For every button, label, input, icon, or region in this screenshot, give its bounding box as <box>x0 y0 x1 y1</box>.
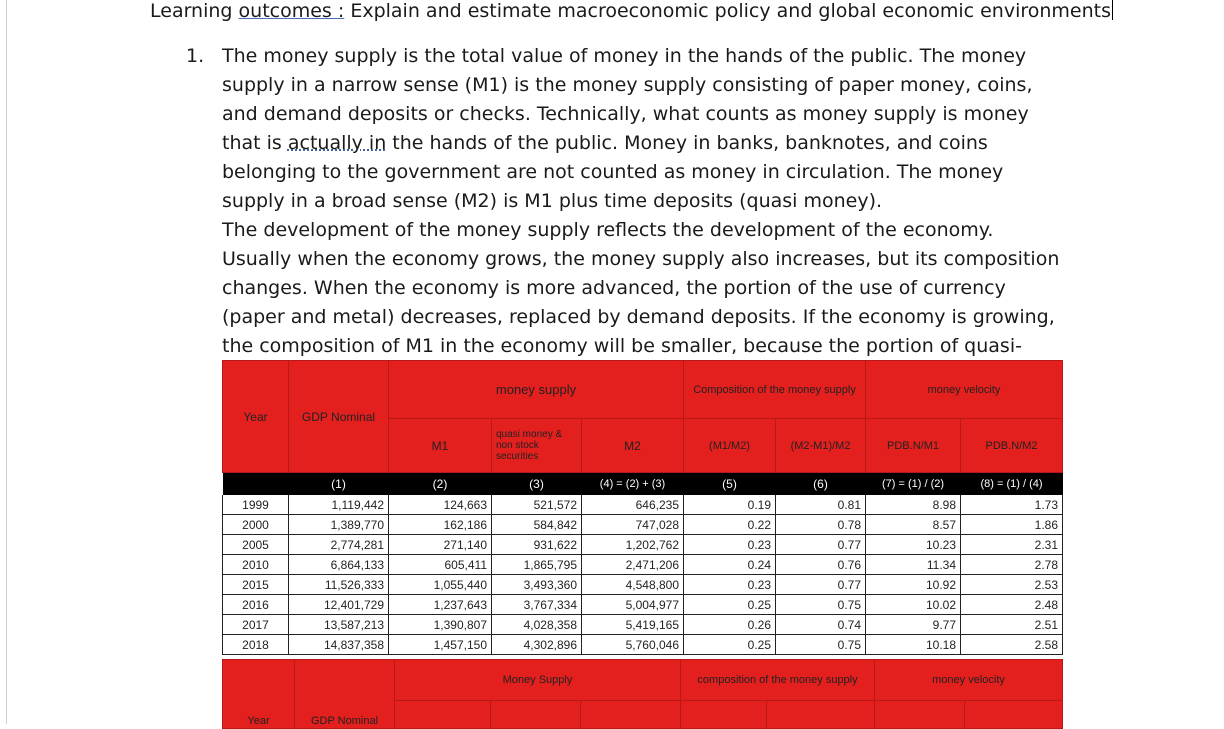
table-cell: 2.31 <box>961 535 1063 555</box>
table-row <box>223 555 1063 575</box>
table-cell: 0.24 <box>684 555 776 575</box>
colnum: (1) <box>289 473 389 496</box>
table-cell: 2015 <box>223 575 289 595</box>
colnum <box>223 473 289 496</box>
t2-cell <box>965 701 1063 729</box>
t2-cell <box>767 701 875 729</box>
header-m1-m2: (M1/M2) <box>684 419 776 473</box>
table-cell: 0.75 <box>776 595 866 615</box>
table-cell: 1,119,442 <box>289 495 389 515</box>
money-supply-table-image[interactable] <box>222 360 1062 657</box>
colnum: (8) = (1) / (4) <box>961 473 1063 496</box>
p1-before: The money supply is the total value of money in the hands of the public. The money supply in a narrow sense (M1) is the money supply consisting of paper money, coins, and demand deposits or checks. Technically, what counts as money supply is money that is <box>222 45 1033 154</box>
table-cell: 646,235 <box>582 495 684 515</box>
table-cell: 10.92 <box>866 575 961 595</box>
table-cell: 3,493,360 <box>492 575 582 595</box>
table-cell: 2.58 <box>961 635 1063 655</box>
table-cell: 1,865,795 <box>492 555 582 575</box>
table-cell: 2018 <box>223 635 289 655</box>
money-supply-table-2-image[interactable] <box>222 659 1062 729</box>
table-cell: 747,028 <box>582 515 684 535</box>
table-cell: 0.25 <box>684 595 776 615</box>
table-cell: 0.26 <box>684 615 776 635</box>
p1-after: the hands of the public. Money in banks, banknotes, and coins belonging to the government are not counted as money in circulation. The money supply in a broad sense (M2) is M1 plus time deposits (quasi money). <box>222 132 1004 212</box>
table-row <box>223 535 1063 555</box>
table-cell: 6,864,133 <box>289 555 389 575</box>
table-cell: 1,055,440 <box>389 575 492 595</box>
table-cell: 1.86 <box>961 515 1063 535</box>
t2-header-money-supply: Money Supply <box>395 660 681 701</box>
t2-header-gdp: GDP Nominal <box>295 660 395 729</box>
table-cell: 2.78 <box>961 555 1063 575</box>
page-margin-line <box>6 0 7 724</box>
table-cell: 2.48 <box>961 595 1063 615</box>
table-cell: 0.75 <box>776 635 866 655</box>
table-cell: 0.23 <box>684 535 776 555</box>
t2-header-composition: composition of the money supply <box>681 660 875 701</box>
table-cell: 1,390,807 <box>389 615 492 635</box>
table-cell: 11,526,333 <box>289 575 389 595</box>
table-cell: 162,186 <box>389 515 492 535</box>
list-item-body <box>222 42 1066 390</box>
table-cell: 0.19 <box>684 495 776 515</box>
paragraph-2: The development of the money supply reflects the development of the economy. Usually when the economy grows, the money supply also increases, but its composition changes. When the economy is more advanced, the portion of the use of currency (paper and metal) decreases, replaced by demand deposits. If the economy is growing, the composition of M1 in the economy will be smaller, because the portion of quasi- <box>222 219 1060 357</box>
money-supply-table-2 <box>222 659 1063 729</box>
table-cell: 8.98 <box>866 495 961 515</box>
header-pdb-m1: PDB.N/M1 <box>866 419 961 473</box>
table-cell: 2000 <box>223 515 289 535</box>
header-m2: M2 <box>582 419 684 473</box>
t2-cell <box>681 701 767 729</box>
table-cell: 1,237,643 <box>389 595 492 615</box>
header-year: Year <box>223 361 289 473</box>
grammar-flag[interactable]: actually in <box>287 132 387 154</box>
table-cell: 931,622 <box>492 535 582 555</box>
table-cell: 0.76 <box>776 555 866 575</box>
learning-label: Learning <box>150 0 233 22</box>
learning-outcomes-text: Explain and estimate macroeconomic policy and global economic environments <box>350 0 1112 22</box>
t2-cell <box>491 701 581 729</box>
table-row <box>223 515 1063 535</box>
table-cell: 2017 <box>223 615 289 635</box>
header-m2-m1-m2: (M2-M1)/M2 <box>776 419 866 473</box>
table-cell: 8.57 <box>866 515 961 535</box>
t2-cell <box>875 701 965 729</box>
t2-cell <box>581 701 681 729</box>
table-cell: 9.77 <box>866 615 961 635</box>
colnum: (6) <box>776 473 866 496</box>
table-cell: 2010 <box>223 555 289 575</box>
table-row <box>223 635 1063 655</box>
table-cell: 10.23 <box>866 535 961 555</box>
money-supply-table <box>222 360 1063 655</box>
table-cell: 1.73 <box>961 495 1063 515</box>
table-cell: 14,837,358 <box>289 635 389 655</box>
table-cell: 1,457,150 <box>389 635 492 655</box>
table-cell: 0.22 <box>684 515 776 535</box>
table-cell: 0.77 <box>776 535 866 555</box>
header-velocity: money velocity <box>866 361 1063 419</box>
colnum: (7) = (1) / (2) <box>866 473 961 496</box>
table-row <box>223 575 1063 595</box>
colnum: (4) = (2) + (3) <box>582 473 684 496</box>
list-number: 1. <box>186 45 205 67</box>
table-cell: 0.81 <box>776 495 866 515</box>
table-cell: 4,548,800 <box>582 575 684 595</box>
table-cell: 0.78 <box>776 515 866 535</box>
colnum: (2) <box>389 473 492 496</box>
outcomes-label: outcomes : <box>238 0 345 22</box>
table-cell: 5,419,165 <box>582 615 684 635</box>
header-pdb-m2: PDB.N/M2 <box>961 419 1063 473</box>
header-composition: Composition of the money supply <box>684 361 866 419</box>
column-number-row <box>223 473 1063 496</box>
table-cell: 605,411 <box>389 555 492 575</box>
table-cell: 0.23 <box>684 575 776 595</box>
text-cursor <box>1112 0 1113 20</box>
table-row <box>223 495 1063 515</box>
table-cell: 13,587,213 <box>289 615 389 635</box>
table-cell: 124,663 <box>389 495 492 515</box>
paragraph-1 <box>222 42 1066 216</box>
table-cell: 271,140 <box>389 535 492 555</box>
table-cell: 2016 <box>223 595 289 615</box>
t2-header-year: Year <box>223 660 295 729</box>
table-cell: 1,202,762 <box>582 535 684 555</box>
table-cell: 2,471,206 <box>582 555 684 575</box>
table-cell: 2.53 <box>961 575 1063 595</box>
t2-header-velocity: money velocity <box>875 660 1063 701</box>
table-cell: 4,302,896 <box>492 635 582 655</box>
table-cell: 521,572 <box>492 495 582 515</box>
table-cell: 2,774,281 <box>289 535 389 555</box>
table-cell: 0.74 <box>776 615 866 635</box>
table-cell: 4,028,358 <box>492 615 582 635</box>
table-cell: 1,389,770 <box>289 515 389 535</box>
t2-cell <box>395 701 491 729</box>
header-money-supply: money supply <box>389 361 684 419</box>
header-m1: M1 <box>389 419 492 473</box>
table-cell: 2005 <box>223 535 289 555</box>
table-cell: 10.02 <box>866 595 961 615</box>
table-cell: 584,842 <box>492 515 582 535</box>
header-gdp: GDP Nominal <box>289 361 389 473</box>
table-cell: 5,004,977 <box>582 595 684 615</box>
table-cell: 0.77 <box>776 575 866 595</box>
table-cell: 1999 <box>223 495 289 515</box>
table-row <box>223 595 1063 615</box>
table-cell: 11.34 <box>866 555 961 575</box>
table-row <box>223 615 1063 635</box>
colnum: (5) <box>684 473 776 496</box>
table-cell: 12,401,729 <box>289 595 389 615</box>
table-cell: 2.51 <box>961 615 1063 635</box>
list-item-1[interactable] <box>186 42 1066 390</box>
table-cell: 0.25 <box>684 635 776 655</box>
table-cell: 5,760,046 <box>582 635 684 655</box>
colnum: (3) <box>492 473 582 496</box>
header-quasi: quasi money & non stock securities <box>492 419 582 473</box>
table-cell: 10.18 <box>866 635 961 655</box>
table-cell: 3,767,334 <box>492 595 582 615</box>
learning-outcomes-line[interactable] <box>150 0 1113 23</box>
